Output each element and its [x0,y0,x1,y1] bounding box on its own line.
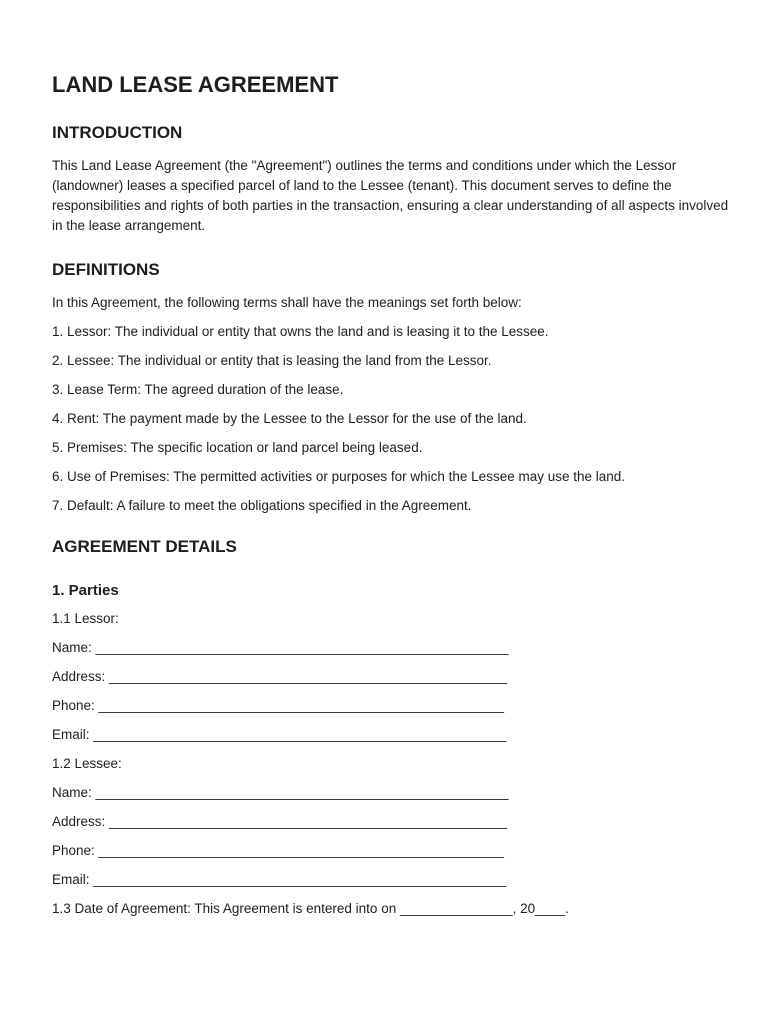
parties-heading: 1. Parties [52,582,119,599]
lessee-name-field: Name: _______________________________________________________ [52,785,509,800]
lessor-email-field: Email: _______________________________________________________ [52,727,507,742]
agreement-date-field: 1.3 Date of Agreement: This Agreement is entered into on _______________, 20____. [52,901,569,916]
definition-item: 3. Lease Term: The agreed duration of the lease. [52,382,344,397]
introduction-heading: INTRODUCTION [52,123,183,142]
lessor-name-field: Name: _______________________________________________________ [52,640,509,655]
definition-item: 7. Default: A failure to meet the obligations specified in the Agreement. [52,498,472,513]
lessee-phone-field: Phone: ______________________________________________________ [52,843,504,858]
definitions-heading: DEFINITIONS [52,260,160,279]
document-body [52,70,732,919]
definition-item: 2. Lessee: The individual or entity that is leasing the land from the Lessor. [52,353,492,368]
definitions-lead: In this Agreement, the following terms shall have the meanings set forth below: [52,295,522,310]
lessor-label: 1.1 Lessor: [52,611,119,626]
lessor-phone-field: Phone: ______________________________________________________ [52,698,504,713]
introduction-text: This Land Lease Agreement (the "Agreement") outlines the terms and conditions under which the Lessor (landowner) leases a specified parcel of land to the Lessee (tenant). This document serves to define the responsibilities and rights of both parties in the transaction, ensuring a clear understanding of all aspects involved in the lease arrangement. [52,158,729,233]
definition-item: 5. Premises: The specific location or land parcel being leased. [52,440,423,455]
definition-item: 1. Lessor: The individual or entity that owns the land and is leasing it to the Lessee. [52,324,549,339]
lessee-address-field: Address: _____________________________________________________ [52,814,507,829]
definition-item: 6. Use of Premises: The permitted activities or purposes for which the Lessee may use the land. [52,469,626,484]
definition-item: 4. Rent: The payment made by the Lessee to the Lessor for the use of the land. [52,411,527,426]
lessee-label: 1.2 Lessee: [52,756,122,771]
document-title: LAND LEASE AGREEMENT [52,72,339,97]
lessor-address-field: Address: _____________________________________________________ [52,669,507,684]
agreement-details-heading: AGREEMENT DETAILS [52,537,237,556]
lessee-email-field: Email: _______________________________________________________ [52,872,507,887]
